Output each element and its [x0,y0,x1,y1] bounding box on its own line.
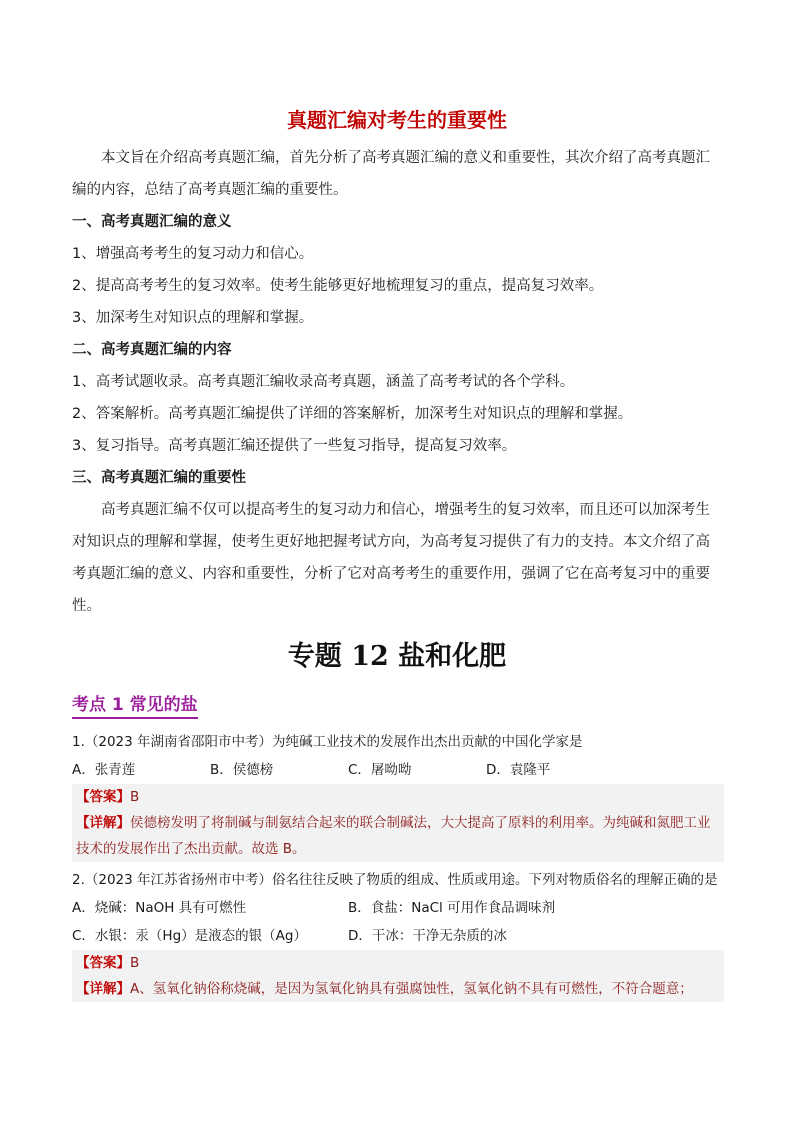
detail-text: A、氢氧化钠俗称烧碱，是因为氢氧化钠具有强腐蚀性，氢氧化钠不具有可燃性，不符合题意； [130,981,693,997]
question-2 [72,866,724,1002]
detail-block [72,976,724,1002]
answer-value: B [130,789,140,805]
content-item: 1、高考试题收录。高考真题汇编收录高考真题，涵盖了高考考试的各个学科。 [72,374,575,390]
question-options-row-2 [72,922,724,950]
answer-line [72,784,724,810]
detail-text: 侯德榜发明了将制碱与制氨结合起来的联合制碱法，大大提高了原料的利用率。为纯碱和氮肥工业技术的发展作出了杰出贡献。故选 B。 [76,815,711,857]
question-1 [72,728,724,862]
content-item: 2、答案解析。高考真题汇编提供了详细的答案解析，加深考生对知识点的理解和掌握。 [72,406,633,422]
heading-content: 二、高考真题汇编的内容 [72,342,232,358]
answer-tag: 【答案】 [76,789,130,805]
question-options-row-1 [72,894,724,922]
kaodian-heading: 考点 1 常见的盐 [72,694,198,719]
question-options [72,756,724,784]
meaning-item: 1、增强高考考生的复习动力和信心。 [72,246,314,262]
answer-line [72,950,724,976]
option-a: A．张青莲 [72,762,136,778]
answer-tag: 【答案】 [76,955,130,971]
answer-value: B [130,955,140,971]
detail-tag: 【详解】 [76,815,130,831]
intro-lead: 本文旨在介绍高考真题汇编，首先分析了高考真题汇编的意义和重要性，其次介绍了高考真题汇编的内容，总结了高考真题汇编的重要性。 [72,150,710,198]
option-a: A．烧碱：NaOH 具有可燃性 [72,900,247,916]
option-b: B．食盐：NaCl 可用作食品调味剂 [348,900,556,916]
intro-summary: 高考真题汇编不仅可以提高考生的复习动力和信心，增强考生的复习效率，而且还可以加深考生对知识点的理解和掌握，使考生更好地把握考试方向，为高考复习提供了有力的支持。本文介绍了高考真题汇编的意义、内容和重要性，分析了它对高考考生的重要作用，强调了它在高考复习中的重要性。 [72,502,710,614]
detail-tag: 【详解】 [76,981,130,997]
intro-title: 真题汇编对考生的重要性 [287,108,507,132]
heading-meaning: 一、高考真题汇编的意义 [72,214,232,230]
kaodian-section [72,694,724,719]
content-item: 3、复习指导。高考真题汇编还提供了一些复习指导，提高复习效率。 [72,438,517,454]
meaning-item: 3、加深考生对知识点的理解和掌握。 [72,310,314,326]
option-c: C．水银：汞（Hg）是液态的银（Ag） [72,928,307,944]
detail-block [72,810,724,862]
option-d: D．干冰：干净无杂质的冰 [348,928,507,944]
intro-body [72,142,724,622]
question-stem: 1.（2023 年湖南省邵阳市中考）为纯碱工业技术的发展作出杰出贡献的中国化学家是 [72,734,583,750]
heading-importance: 三、高考真题汇编的重要性 [72,470,246,486]
option-b: B．侯德榜 [210,762,274,778]
meaning-item: 2、提高高考考生的复习效率。使考生能够更好地梳理复习的重点，提高复习效率。 [72,278,604,294]
option-d: D．袁隆平 [486,762,551,778]
option-c: C．屠呦呦 [348,762,412,778]
topic-title: 专题 12 盐和化肥 [287,641,507,672]
question-stem: 2.（2023 年江苏省扬州市中考）俗名往往反映了物质的组成、性质或用途。下列对物质俗名的理解正确的是 [72,872,718,888]
